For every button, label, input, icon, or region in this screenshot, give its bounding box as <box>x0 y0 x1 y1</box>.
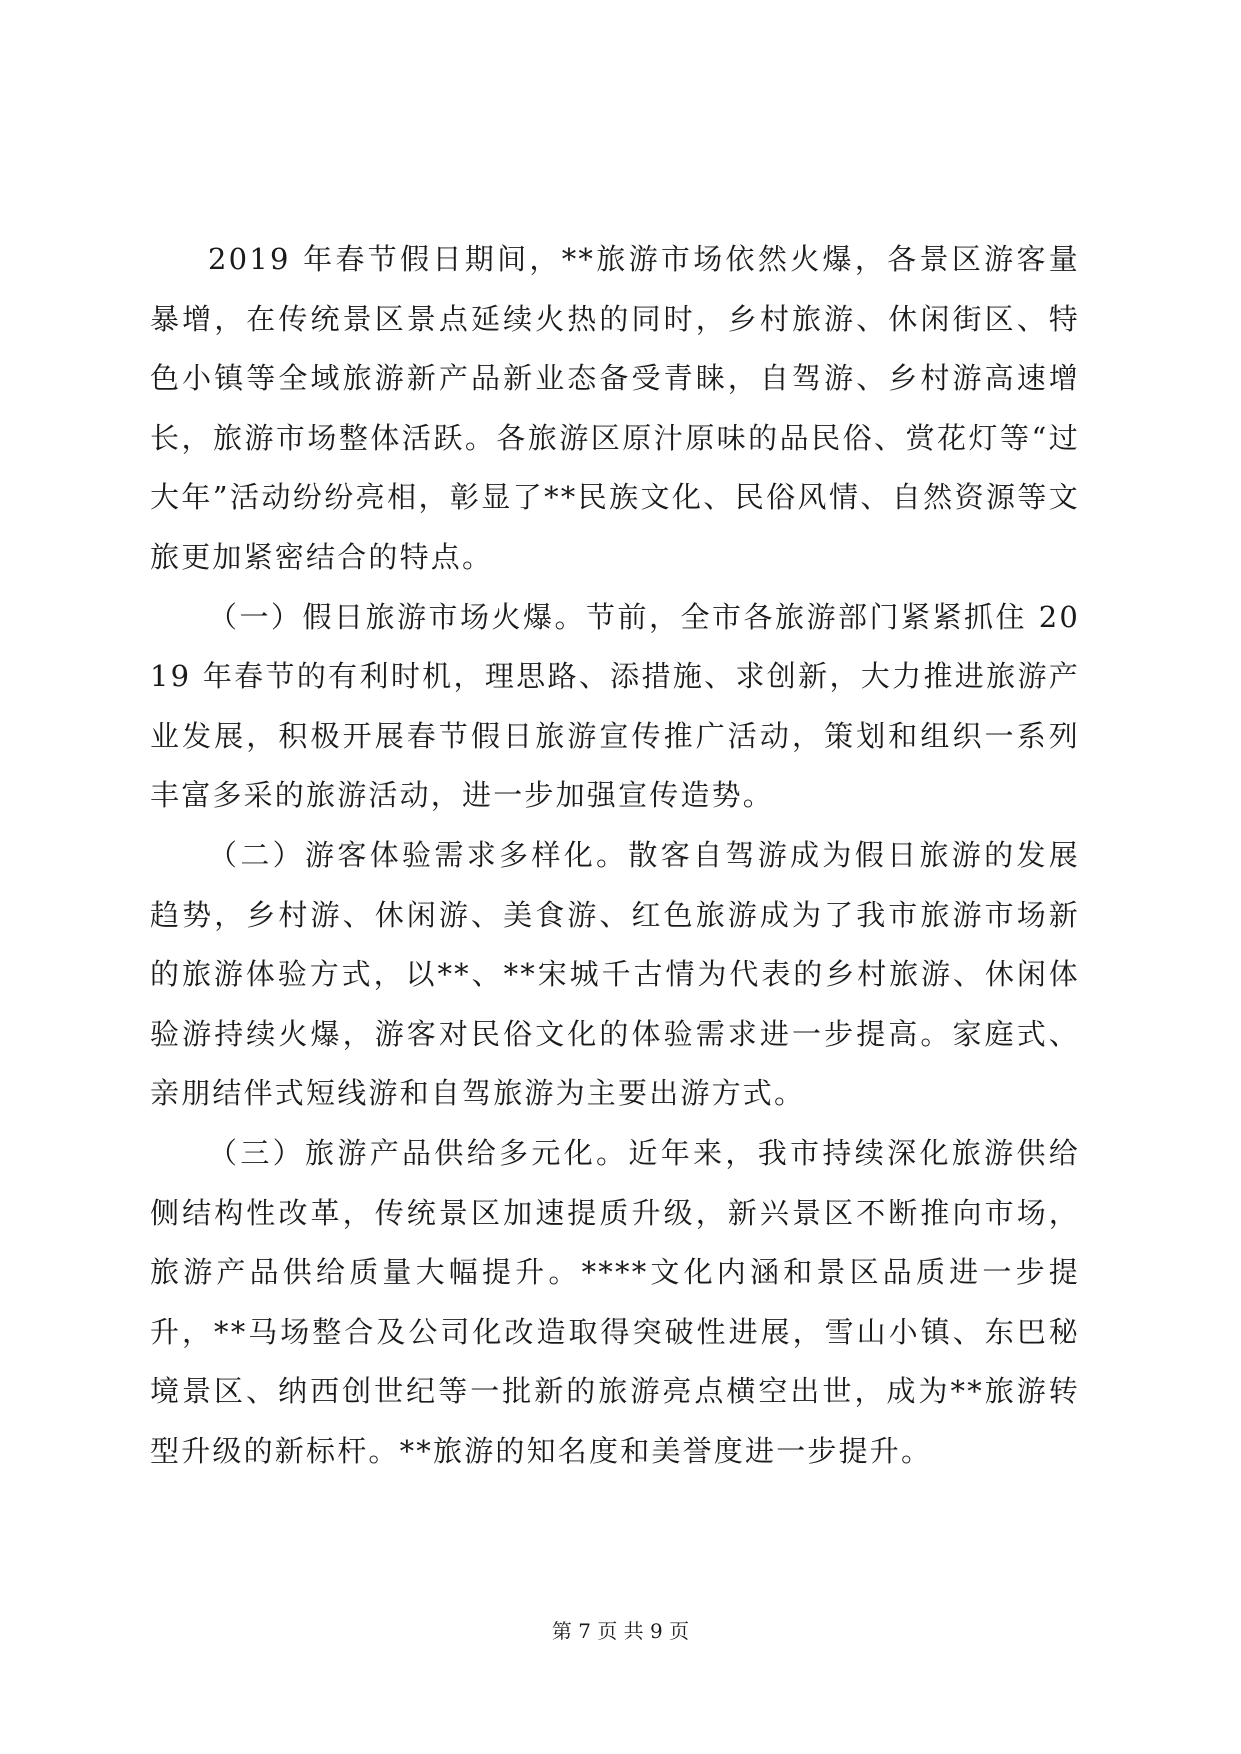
paragraph-section-2: （二）游客体验需求多样化。散客自驾游成为假日旅游的发展趋势，乡村游、休闲游、美食游、红色旅游成为了我市旅游市场新的旅游体验方式，以**、**宋城千古情为代表的乡村旅游、休闲体验游持续火爆，游客对民俗文化的体验需求进一步提高。家庭式、亲朋结伴式短线游和自驾旅游为主要出游方式。 <box>150 837 1080 1111</box>
paragraph-section-3: （三）旅游产品供给多元化。近年来，我市持续深化旅游供给侧结构性改革，传统景区加速提质升级，新兴景区不断推向市场，旅游产品供给质量大幅提升。****文化内涵和景区品质进一步提升，**马场整合及公司化改造取得突破性进展，雪山小镇、东巴秘境景区、纳西创世纪等一批新的旅游亮点横空出世，成为**旅游转型升级的新标杆。**旅游的知名度和美誉度进一步提升。 <box>150 1135 1080 1468</box>
document-body <box>150 230 1080 1481</box>
page-number-footer: 第 7 页 共 9 页 <box>551 1619 690 1643</box>
paragraph-section-1: （一）假日旅游市场火爆。节前，全市各旅游部门紧紧抓住 2019 年春节的有利时机，理思路、添措施、求创新，大力推进旅游产业发展，积极开展春节假日旅游宣传推广活动，策划和组织一系列丰富多采的旅游活动，进一步加强宣传造势。 <box>150 599 1080 813</box>
paragraph-intro: 2019 年春节假日期间，**旅游市场依然火爆，各景区游客量暴增，在传统景区景点延续火热的同时，乡村旅游、休闲街区、特色小镇等全域旅游新产品新业态备受青睐，自驾游、乡村游高速增长，旅游市场整体活跃。各旅游区原汁原味的品民俗、赏花灯等“过大年”活动纷纷亮相，彰显了**民族文化、民俗风情、自然资源等文旅更加紧密结合的特点。 <box>150 242 1080 574</box>
